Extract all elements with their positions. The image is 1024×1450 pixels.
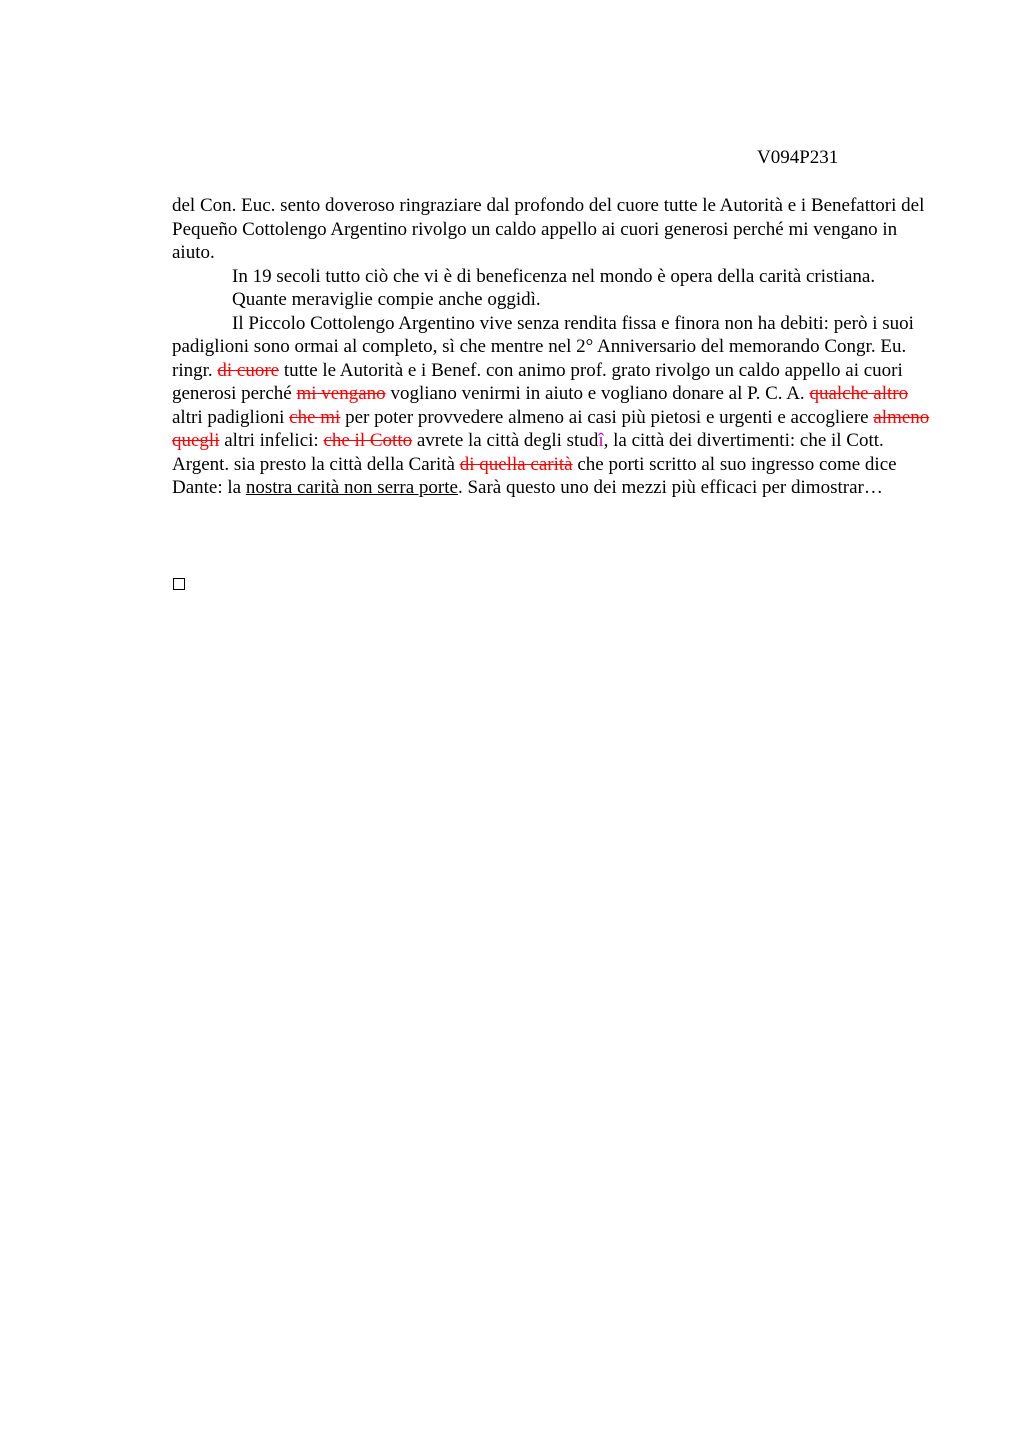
- text-segment: che porti scritto al suo ingresso come dice Dante: la: [172, 453, 897, 498]
- deleted-text: almeno quegli: [172, 406, 930, 451]
- text-segment: avrete la città degli stud: [412, 430, 599, 451]
- paragraph-4: [172, 312, 932, 500]
- deleted-text: che il Cotto: [323, 430, 413, 451]
- document-body: [172, 194, 932, 500]
- text-segment: altri infelici:: [219, 430, 324, 451]
- underlined-quote: nostra carità non serra porte: [245, 477, 458, 498]
- text-segment: , la città dei divertimenti: che il Cott. Argent. sia presto la città della Carità: [172, 430, 884, 475]
- text-segment: Il Piccolo Cottolengo Argentino vive senza rendita fissa e finora non ha debiti: però i suoi padiglioni sono ormai al completo, sì che mentre nel 2° Anniversario del memorando Congr. Eu. ringr.: [172, 312, 914, 381]
- page-id: V094P231: [757, 147, 839, 168]
- text-segment: vogliano venirmi in aiuto e vogliano donare al P. C. A.: [385, 383, 810, 404]
- paragraph-3: Quante meraviglie compie anche oggidì.: [232, 289, 541, 310]
- paragraph-1: del Con. Euc. sento doveroso ringraziare dal profondo del cuore tutte le Autorità e i Benefattori del Pequeño Cottolengo Argentino rivolgo un caldo appello ai cuori generosi perché mi vengano in aiuto.: [172, 195, 925, 263]
- text-segment: per poter provvedere almeno ai casi più pietosi e urgenti e accogliere: [340, 406, 874, 428]
- inserted-text: î: [598, 430, 604, 451]
- deleted-text: qualche altro: [809, 383, 909, 404]
- text-segment: tutte le Autorità e i Benef. con animo prof. grato rivolgo un caldo appello ai cuori generosi perché: [172, 359, 903, 404]
- deleted-text: mi vengano: [296, 383, 386, 404]
- deleted-text: di cuore: [217, 359, 280, 381]
- square-outline-icon: [173, 578, 185, 590]
- deleted-text: di quella carità: [459, 453, 573, 475]
- text-segment: . Sarà questo uno dei mezzi più efficaci per dimostrar…: [457, 477, 883, 498]
- deleted-text: che mi: [289, 406, 341, 428]
- paragraph-2: In 19 secoli tutto ciò che vi è di beneficenza nel mondo è opera della carità cristiana.: [232, 265, 876, 287]
- text-segment: altri padiglioni: [172, 406, 290, 428]
